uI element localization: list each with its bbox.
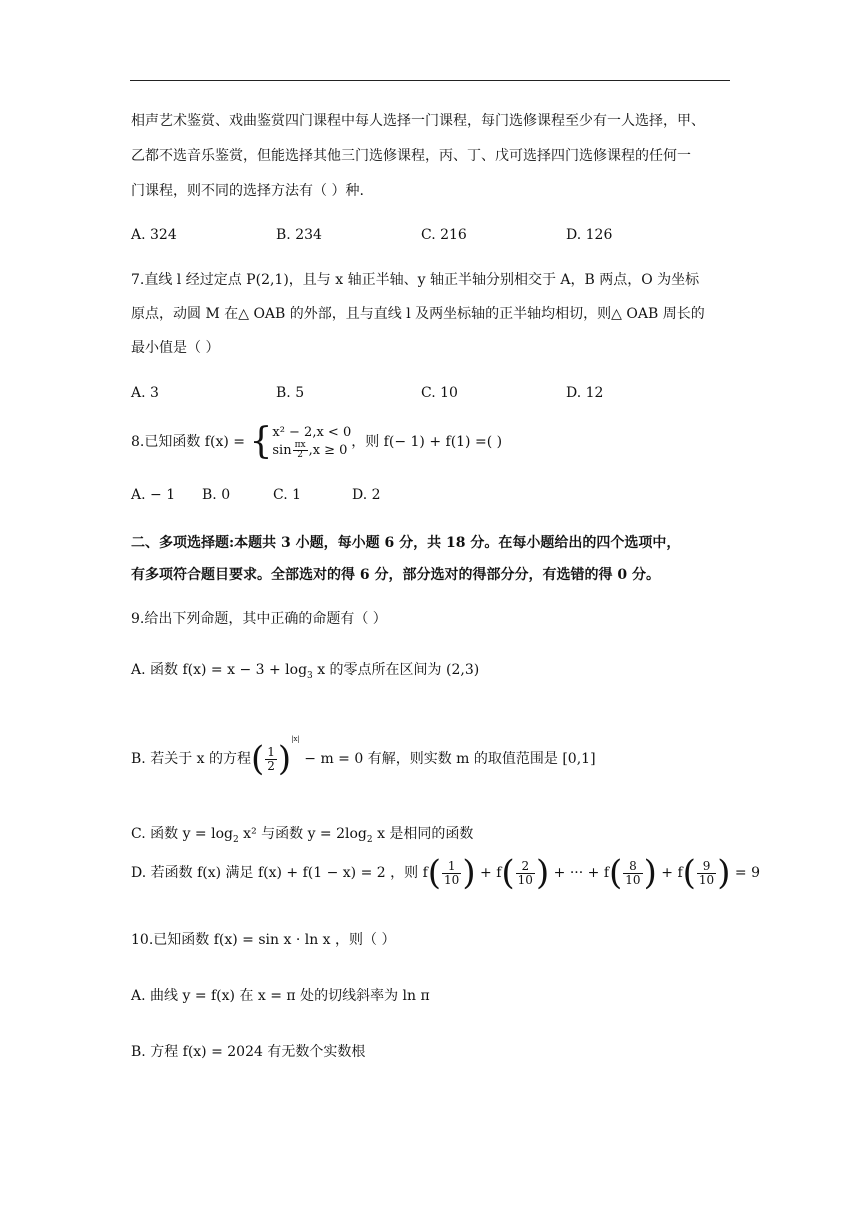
q8-prefix: 8.已知函数 f(x) = xyxy=(131,434,250,450)
q8-brace: { xyxy=(249,421,273,462)
q8-option-d[interactable]: D. 2 xyxy=(352,487,381,503)
q8-option-c[interactable]: C. 1 xyxy=(273,487,302,503)
section2-line-2: 有多项符合题目要求。全部选对的得 6 分，部分选对的得部分分，有选错的得 0 分。 xyxy=(131,567,660,583)
q7-options xyxy=(131,383,603,403)
q8-piece-2: sin $\frac{\pi x}{2}$ ,x ≥ 0 xyxy=(272,440,348,460)
q6-option-d[interactable]: D. 126 xyxy=(566,227,613,243)
section2-line-1: 二、多项选择题:本题共 3 小题，每小题 6 分，共 18 分。在每小题给出的四个选项中， xyxy=(131,535,681,551)
q6-line-1: 相声艺术鉴赏、戏曲鉴赏四门课程中每人选择一门课程，每门选修课程至少有一人选择，甲、 xyxy=(131,113,705,129)
q8-option-a[interactable]: A. − 1 xyxy=(131,487,176,503)
q6-option-c[interactable]: C. 216 xyxy=(421,227,467,243)
q8-piecewise xyxy=(272,424,351,460)
header-rule xyxy=(130,80,730,81)
q9-stem: 9.给出下列命题，其中正确的命题有（ ） xyxy=(131,611,387,627)
q10-stem: 10.已知函数 f(x) = sin x · ln x ，则（ ） xyxy=(131,932,396,948)
q8-option-b[interactable]: B. 0 xyxy=(202,487,231,503)
q10-option-b[interactable]: B. 方程 f(x) = 2024 有无数个实数根 xyxy=(131,1044,366,1060)
q7-line-3: 最小值是（ ） xyxy=(131,340,220,356)
q10-option-a[interactable]: A. 曲线 y = f(x) 在 x = π 处的切线斜率为 ln π xyxy=(131,988,430,1004)
q9-option-a[interactable]: A. 函数 $f(x) = x - 3 + \log_3 x$ 的零点所在区间为 (2,3) xyxy=(131,662,480,681)
q7-line-2: 原点，动圆 M 在△ OAB 的外部，且与直线 l 及两坐标轴的正半轴均相切，则△ OAB 周长的 xyxy=(131,306,705,322)
q8-stem xyxy=(131,420,502,464)
q6-options xyxy=(131,225,612,245)
q7-option-c[interactable]: C. 10 xyxy=(421,385,458,401)
q9-option-d[interactable]: D. 若函数 f(x) 满足 f(x) + f(1 − x) = 2 ，则 f( $\frac{1}{10}$ ) + f( $\frac{2}{10}$ ) + ··· + f( $\frac{8}{10}$ ) + f( $\frac{9}{10}$ ) = 9 xyxy=(131,853,760,893)
q6-line-3: 门课程，则不同的选择方法有（ ）种. xyxy=(131,183,364,199)
q7-option-a[interactable]: A. 3 xyxy=(131,385,159,401)
q6-line-2: 乙都不选音乐鉴赏，但能选择其他三门选修课程，丙、丁、戊可选择四门选修课程的任何一 xyxy=(131,148,691,164)
q6-option-a[interactable]: A. 324 xyxy=(131,227,177,243)
q6-option-b[interactable]: B. 234 xyxy=(276,227,322,243)
q8-options xyxy=(131,485,381,505)
q9-option-b[interactable]: B. 若关于 x 的方程( $\frac{1}{2}$ )$^{|x|}$ − m = 0 有解，则实数 m 的取值范围是 [0,1] xyxy=(131,735,596,779)
q7-line-1: 7.直线 l 经过定点 P(2,1)，且与 x 轴正半轴、y 轴正半轴分别相交于 A，B 两点，O 为坐标 xyxy=(131,272,700,288)
q8-piece-1: x² − 2,x < 0 xyxy=(272,425,352,440)
q7-option-b[interactable]: B. 5 xyxy=(276,385,305,401)
q9-option-c[interactable]: C. 函数 $y = \log_2 x^2$ 与函数 $y = 2\log_2$ x 是相同的函数 xyxy=(131,826,474,845)
q7-option-d[interactable]: D. 12 xyxy=(566,385,604,401)
q8-suffix: ，则 f(− 1) + f(1) =( ) xyxy=(351,434,503,450)
